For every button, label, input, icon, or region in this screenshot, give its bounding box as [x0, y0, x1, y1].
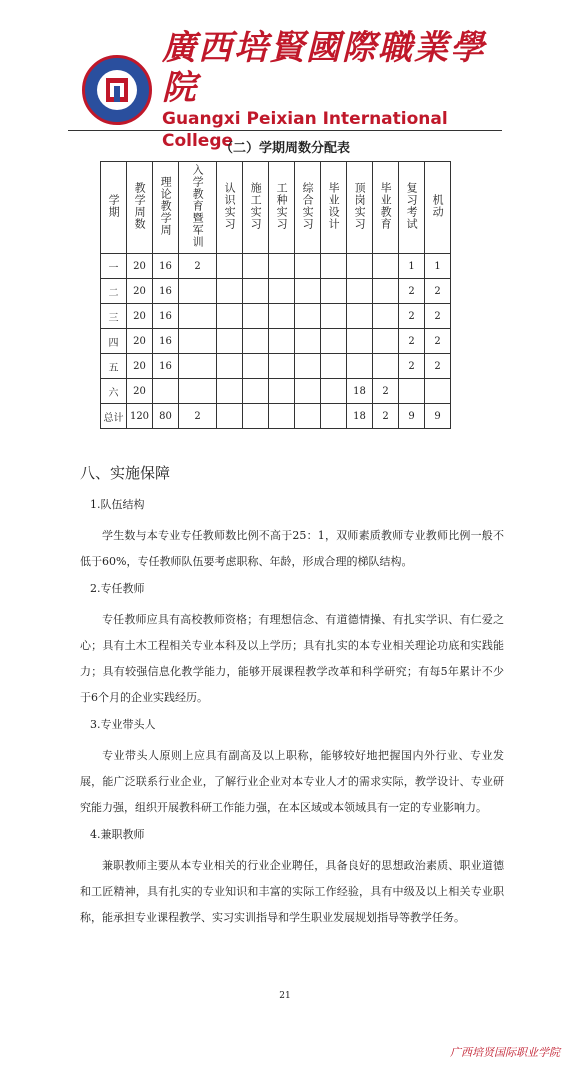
table-cell [321, 254, 347, 279]
table-cell [243, 279, 269, 304]
column-header: 毕业设计 [321, 162, 347, 254]
table-cell [269, 304, 295, 329]
column-header: 综合实习 [295, 162, 321, 254]
footer-watermark: 广西培贤国际职业学院 [450, 1046, 560, 1059]
table-cell [295, 404, 321, 429]
table-cell: 2 [425, 354, 451, 379]
table-cell [243, 354, 269, 379]
column-header: 毕业教育 [373, 162, 399, 254]
table-cell [347, 279, 373, 304]
page-number: 21 [279, 991, 291, 1001]
table-cell [295, 354, 321, 379]
table-cell: 总计 [101, 404, 127, 429]
table-cell: 2 [399, 354, 425, 379]
table-cell [179, 329, 217, 354]
table-header-row [101, 162, 451, 254]
column-header: 教学周数 [127, 162, 153, 254]
column-header: 机动 [425, 162, 451, 254]
header-divider [68, 130, 502, 131]
table-cell: 20 [127, 254, 153, 279]
table-cell [217, 354, 243, 379]
table-cell [217, 279, 243, 304]
column-header: 入学教育暨军训 [179, 162, 217, 254]
subsection-paragraph: 专任教师应具有高校教师资格；有理想信念、有道德情操、有扎实学识、有仁爱之心；具有土木工程相关专业本科及以上学历；具有扎实的本专业相关理论功底和实践能力；具有较强信息化教学能力，能够开展课程教学改革和科学研究；有每5年累计不少于6个月的企业实践经历。 [80, 613, 504, 704]
table-cell: 20 [127, 379, 153, 404]
table-cell [373, 304, 399, 329]
table-row [101, 404, 451, 429]
section-implementation [80, 462, 504, 937]
table-cell [295, 279, 321, 304]
table-cell [179, 354, 217, 379]
table-cell [321, 404, 347, 429]
table-cell [373, 354, 399, 379]
table-cell: 16 [153, 279, 179, 304]
semester-weeks-table [100, 161, 451, 429]
table-cell: 2 [399, 279, 425, 304]
table-cell [295, 254, 321, 279]
column-header: 学期 [101, 162, 127, 254]
table-row [101, 354, 451, 379]
table-cell: 六 [101, 379, 127, 404]
table-cell [179, 279, 217, 304]
table-cell: 2 [399, 329, 425, 354]
table-cell [269, 254, 295, 279]
table-cell [295, 329, 321, 354]
subsection-title: 4.兼职教师 [90, 828, 145, 841]
subsection-title: 2.专任教师 [90, 582, 145, 595]
table-cell: 18 [347, 404, 373, 429]
table-cell: 16 [153, 304, 179, 329]
table-cell [347, 254, 373, 279]
table-cell [243, 404, 269, 429]
table-cell: 20 [127, 354, 153, 379]
table-cell: 80 [153, 404, 179, 429]
table-row [101, 329, 451, 354]
table-cell [321, 279, 347, 304]
table-cell: 四 [101, 329, 127, 354]
table-cell: 1 [399, 254, 425, 279]
table-cell [269, 379, 295, 404]
table-cell: 二 [101, 279, 127, 304]
subsection-paragraph: 兼职教师主要从本专业相关的行业企业聘任，具备良好的思想政治素质、职业道德和工匠精神，具有扎实的专业知识和丰富的实际工作经验，具有中级及以上相关专业职称，能承担专业课程教学、实习实训指导和学生职业发展规划指导等教学任务。 [80, 859, 504, 924]
table-cell [373, 254, 399, 279]
table-cell [347, 329, 373, 354]
table-cell [179, 379, 217, 404]
table-cell: 2 [425, 329, 451, 354]
column-header: 施工实习 [243, 162, 269, 254]
table-cell [347, 354, 373, 379]
subsection-title: 3.专业带头人 [90, 718, 156, 731]
column-header: 理论教学周 [153, 162, 179, 254]
table-cell: 2 [373, 379, 399, 404]
table-row [101, 279, 451, 304]
table-cell [321, 379, 347, 404]
table-row [101, 379, 451, 404]
table-cell [269, 279, 295, 304]
section-heading: 八、实施保障 [80, 464, 171, 482]
table-cell [295, 379, 321, 404]
table-cell: 2 [373, 404, 399, 429]
table-cell [269, 354, 295, 379]
table-cell [321, 329, 347, 354]
table-cell: 120 [127, 404, 153, 429]
table-cell [321, 304, 347, 329]
subsection-title: 1.队伍结构 [90, 498, 145, 511]
college-name-en: Guangxi Peixian International College [162, 109, 448, 151]
table-cell [217, 404, 243, 429]
table-cell [399, 379, 425, 404]
table-cell: 16 [153, 254, 179, 279]
table-cell [269, 404, 295, 429]
table-cell [217, 329, 243, 354]
table-row [101, 304, 451, 329]
table-cell [425, 379, 451, 404]
subsection-paragraph: 专业带头人原则上应具有副高及以上职称，能够较好地把握国内外行业、专业发展，能广泛联系行业企业，了解行业企业对本专业人才的需求实际，教学设计、专业研究能力强，组织开展教科研工作能力强，在本区域或本领域具有一定的专业影响力。 [80, 749, 504, 814]
table-cell [373, 329, 399, 354]
table-cell [243, 254, 269, 279]
table-cell [243, 379, 269, 404]
subsection-paragraph: 学生数与本专业专任教师数比例不高于25：1，双师素质教师专业教师比例一般不低于60%，专任教师队伍要考虑职称、年龄，形成合理的梯队结构。 [80, 529, 504, 568]
table-cell [217, 379, 243, 404]
table-cell: 16 [153, 329, 179, 354]
table-cell [217, 304, 243, 329]
column-header: 顶岗实习 [347, 162, 373, 254]
college-name-cn: 廣西培賢國際職業學院 [162, 28, 486, 108]
table-cell: 三 [101, 304, 127, 329]
table-title: （二）学期周数分配表 [219, 141, 350, 156]
table-cell: 2 [425, 304, 451, 329]
table-cell: 18 [347, 379, 373, 404]
table-cell [153, 379, 179, 404]
table-cell: 一 [101, 254, 127, 279]
table-cell [295, 304, 321, 329]
column-header: 认识实习 [217, 162, 243, 254]
table-cell: 2 [425, 279, 451, 304]
table-cell [243, 304, 269, 329]
table-cell: 9 [399, 404, 425, 429]
table-cell: 20 [127, 329, 153, 354]
table-cell: 1 [425, 254, 451, 279]
table-cell [347, 304, 373, 329]
table-cell [243, 329, 269, 354]
table-cell [217, 254, 243, 279]
table-cell [373, 279, 399, 304]
table-cell: 20 [127, 279, 153, 304]
column-header: 工种实习 [269, 162, 295, 254]
column-header: 复习考试 [399, 162, 425, 254]
table-cell [179, 304, 217, 329]
table-cell: 五 [101, 354, 127, 379]
table-cell [269, 329, 295, 354]
table-row [101, 254, 451, 279]
table-cell: 2 [179, 254, 217, 279]
table-cell: 9 [425, 404, 451, 429]
table-cell: 20 [127, 304, 153, 329]
table-cell [321, 354, 347, 379]
table-cell: 16 [153, 354, 179, 379]
table-cell: 2 [399, 304, 425, 329]
table-cell: 2 [179, 404, 217, 429]
college-seal-icon [82, 55, 152, 125]
